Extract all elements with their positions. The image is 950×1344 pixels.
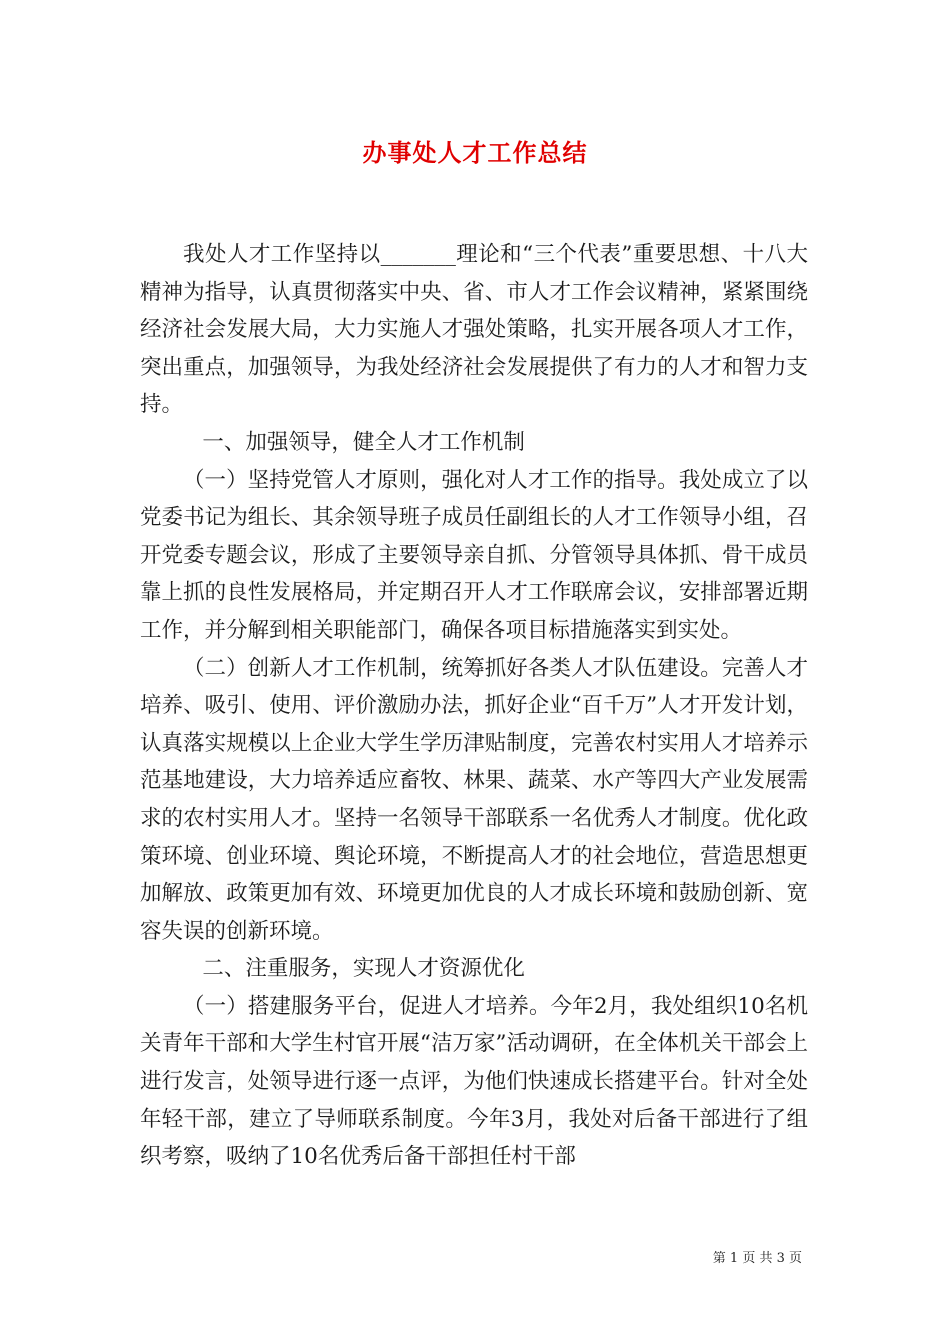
- paragraph-1-1: （一）坚持党管人才原则，强化对人才工作的指导。我处成立了以党委书记为组长、其余领导班子成员任副组长的人才工作领导小组，召开党委专题会议，形成了主要领导亲自抓、分管领导具体抓、骨干成员靠上抓的良性发展格局，并定期召开人才工作联席会议，安排部署近期工作，并分解到相关职能部门，确保各项目标措施落实到实处。: [140, 467, 808, 643]
- paragraph-1-2: （二）创新人才工作机制，统筹抓好各类人才队伍建设。完善人才培养、吸引、使用、评价激励办法，抓好企业“百千万”人才开发计划，认真落实规模以上企业大学生学历津贴制度，完善农村实用人才培养示范基地建设，大力培养适应畜牧、林果、蔬菜、水产等四大产业发展需求的农村实用人才。坚持一名领导干部联系一名优秀人才制度。优化政策环境、创业环境、舆论环境，不断提高人才的社会地位，营造思想更加解放、政策更加有效、环境更加优良的人才成长环境和鼓励创新、宽容失误的创新环境。: [140, 655, 808, 944]
- section-heading-2: 二、注重服务，实现人才资源优化: [202, 956, 525, 982]
- document-body: [140, 236, 808, 1176]
- paragraph-2-1: （一）搭建服务平台，促进人才培养。今年2月，我处组织10名机关青年干部和大学生村官开展“洁万家”活动调研，在全体机关干部会上进行发言，处领导进行逐一点评，为他们快速成长搭建平台。针对全处年轻干部，建立了导师联系制度。今年3月，我处对后备干部进行了组织考察，吸纳了10名优秀后备干部担任村干部: [140, 993, 808, 1170]
- intro-paragraph: 我处人才工作坚持以_______理论和“三个代表”重要思想、十八大精神为指导，认真贯彻落实中央、省、市人才工作会议精神，紧紧围绕经济社会发展大局，大力实施人才强处策略，扎实开展各项人才工作，突出重点，加强领导，为我处经济社会发展提供了有力的人才和智力支持。: [140, 242, 808, 418]
- document-title: 办事处人才工作总结: [362, 138, 588, 167]
- page-number-footer: 第 1 页 共 3 页: [712, 1251, 802, 1266]
- section-heading-1: 一、加强领导，健全人才工作机制: [202, 429, 525, 455]
